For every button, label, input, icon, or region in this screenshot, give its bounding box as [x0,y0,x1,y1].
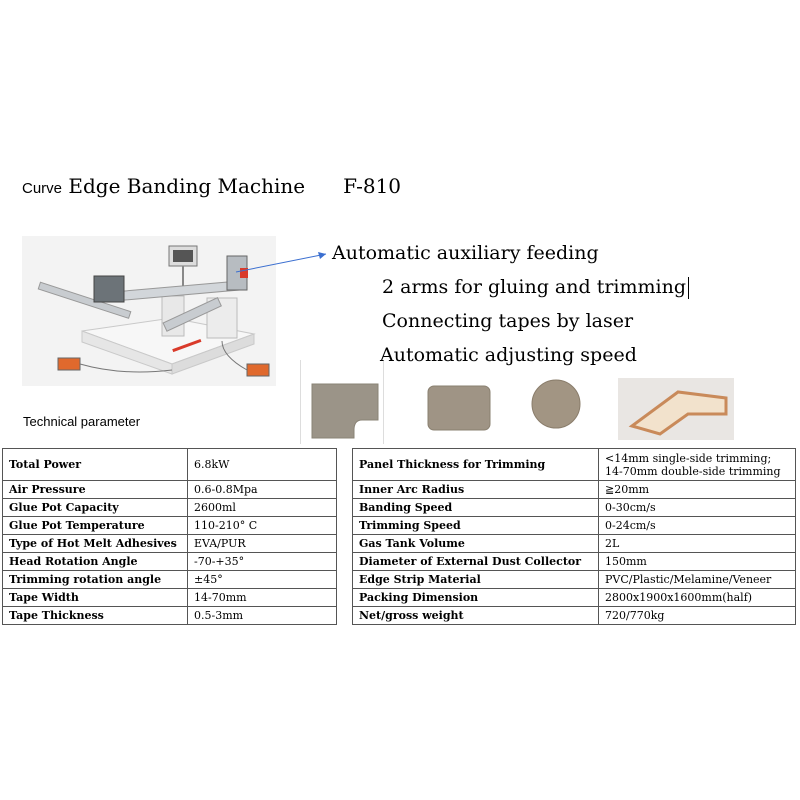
spec-label: Glue Pot Capacity [3,499,188,517]
spec-label: Glue Pot Temperature [3,517,188,535]
pointer-arrow-icon [230,246,330,276]
spec-value: 2600ml [188,499,337,517]
spec-label: Tape Thickness [3,607,188,625]
spec-label: Trimming rotation angle [3,571,188,589]
spec-label: Diameter of External Dust Collector [353,553,599,571]
sample-edged-panel [618,378,734,440]
table-row [3,517,337,535]
table-row [353,517,796,535]
table-row [3,449,337,481]
table-row [3,553,337,571]
spec-label: Banding Speed [353,499,599,517]
spec-table-right [352,448,796,625]
spec-label: Air Pressure [3,481,188,499]
spec-value: 6.8kW [188,449,337,481]
technical-parameter-label: Technical parameter [23,414,141,429]
spec-label: Tape Width [3,589,188,607]
spec-label: Gas Tank Volume [353,535,599,553]
table-row [353,449,796,481]
spec-value: PVC/Plastic/Melamine/Veneer [599,571,796,589]
table-row [3,589,337,607]
spec-value: 14-70mm [188,589,337,607]
sample-l-shape [300,360,384,444]
table-row [3,607,337,625]
spec-value: 2800x1900x1600mm(half) [599,589,796,607]
feature-3: Connecting tapes by laser [382,310,634,332]
spec-value: ≧20mm [599,481,796,499]
page-title [22,174,401,198]
sample-circle [530,378,582,430]
spec-value: 110-210° C [188,517,337,535]
table-row [3,535,337,553]
table-row [3,481,337,499]
spec-value: 2L [599,535,796,553]
feature-2: 2 arms for gluing and trimming [382,276,689,299]
spec-label: Trimming Speed [353,517,599,535]
spec-value: 150mm [599,553,796,571]
spec-value: 720/770kg [599,607,796,625]
spec-label: Edge Strip Material [353,571,599,589]
spec-label: Inner Arc Radius [353,481,599,499]
model-number: F-810 [343,174,402,198]
spec-value: 0-24cm/s [599,517,796,535]
table-row [353,481,796,499]
title-prefix: Curve [22,180,63,197]
spec-label: Panel Thickness for Trimming [353,449,599,481]
table-row [353,535,796,553]
spec-value: -70-+35° [188,553,337,571]
spec-value: 0.5-3mm [188,607,337,625]
table-row [353,553,796,571]
feature-4: Automatic adjusting speed [380,344,637,366]
table-row [353,607,796,625]
spec-table-left [2,448,337,625]
table-row [353,499,796,517]
table-row [3,499,337,517]
spec-value: ±45° [188,571,337,589]
spec-label: Packing Dimension [353,589,599,607]
spec-label: Total Power [3,449,188,481]
table-row [353,571,796,589]
spec-label: Type of Hot Melt Adhesives [3,535,188,553]
spec-label: Head Rotation Angle [3,553,188,571]
sample-images [300,360,740,444]
spec-value: 0.6-0.8Mpa [188,481,337,499]
spec-value: <14mm single-side trimming; 14-70mm double-side trimming [599,449,796,481]
spec-value: 0-30cm/s [599,499,796,517]
feature-1: Automatic auxiliary feeding [332,242,599,264]
title-main: Edge Banding Machine [68,174,306,198]
sample-rounded-rect [426,384,492,432]
spec-label: Net/gross weight [353,607,599,625]
table-row [3,571,337,589]
spec-value: EVA/PUR [188,535,337,553]
text-cursor [688,277,689,299]
table-row [353,589,796,607]
